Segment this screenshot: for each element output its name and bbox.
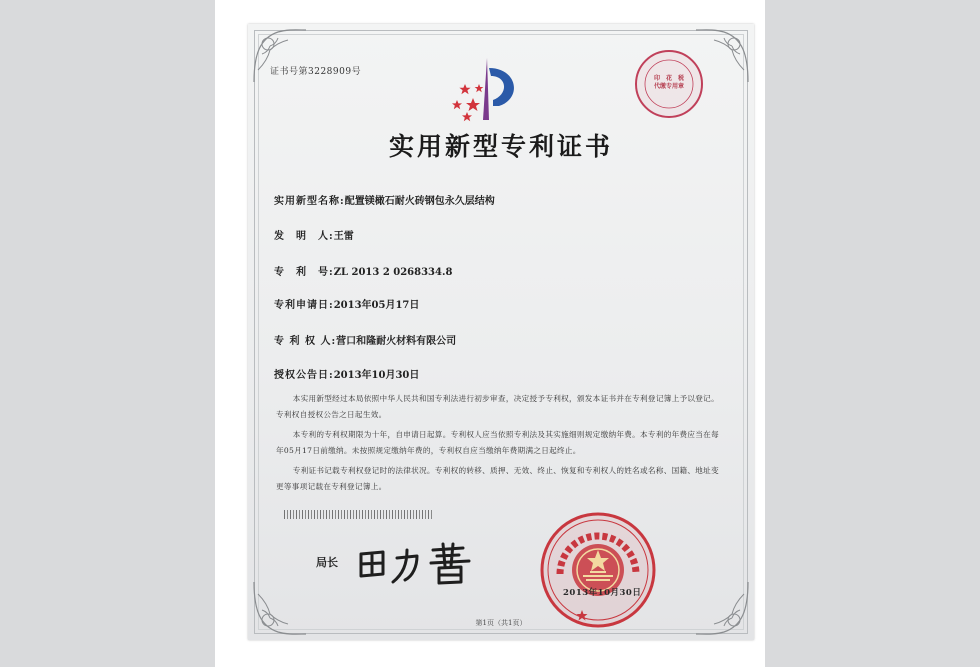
field-label: 授权公告日: — [274, 370, 334, 381]
field-value: 王雷 — [333, 231, 354, 242]
field-value: ZL 2013 2 0268334.8 — [333, 267, 453, 278]
field-application-date — [274, 296, 419, 311]
seal-line: 代缴专用章 — [653, 83, 684, 90]
certificate-number: 证书号第3228909号 — [270, 67, 362, 77]
field-value: 2013年10月30日 — [333, 370, 420, 381]
certificate-body — [276, 391, 726, 499]
right-margin — [765, 0, 980, 667]
page-number: 第1页（共1页） — [475, 619, 527, 627]
stamp-duty-seal — [633, 48, 705, 120]
field-value: 配置镁橄石耐火砖钢包永久层结构 — [344, 196, 495, 207]
seal-line: 印 花 税 — [653, 75, 684, 82]
director-label: 局长 — [316, 556, 338, 569]
corner-ornament-icon — [248, 576, 312, 640]
national-emblem-seal-icon — [538, 510, 658, 630]
field-label: 专利申请日: — [274, 300, 334, 311]
field-patentee — [274, 332, 456, 347]
field-patent-number — [274, 263, 452, 278]
body-paragraph: 本实用新型经过本局依照中华人民共和国专利法进行初步审查，决定授予专利权，颁发本证书并在专利登记簿上予以登记。专利权自授权公告之日起生效。 — [276, 394, 719, 419]
corner-ornament-icon — [690, 576, 754, 640]
field-label: 实用新型名称: — [274, 196, 345, 207]
seal-date: 2013年10月30日 — [563, 588, 642, 598]
field-inventor — [274, 227, 354, 242]
corner-ornament-icon — [248, 24, 312, 88]
field-value: 营口和隆耐火材料有限公司 — [336, 336, 457, 347]
certificate-title: 实用新型专利证书 — [388, 132, 613, 161]
patent-office-seal — [538, 510, 658, 630]
field-label: 发 明 人: — [274, 231, 334, 242]
patent-office-logo-icon — [443, 54, 533, 126]
patent-certificate — [248, 24, 754, 640]
body-paragraph: 专利证书记载专利权登记时的法律状况。专利权的转移、质押、无效、终止、恢复和专利权人的姓名或名称、国籍、地址变更等事项记载在专利登记簿上。 — [276, 466, 719, 491]
field-value: 2013年05月17日 — [333, 300, 420, 311]
field-label: 专 利 权 人: — [274, 336, 337, 347]
body-paragraph: 本专利的专利权期限为十年，自申请日起算。专利权人应当依照专利法及其实施细则规定缴纳年费。本专利的年费应当在每年05月17日前缴纳。未按照规定缴纳年费的，专利权自应当缴纳年费期满之日起终止。 — [276, 430, 719, 455]
left-margin — [0, 0, 215, 667]
field-utility-model-name — [274, 192, 495, 207]
field-grant-date — [274, 366, 419, 381]
barcode — [284, 510, 434, 519]
director-signature — [353, 536, 483, 588]
field-label: 专 利 号: — [274, 267, 334, 278]
